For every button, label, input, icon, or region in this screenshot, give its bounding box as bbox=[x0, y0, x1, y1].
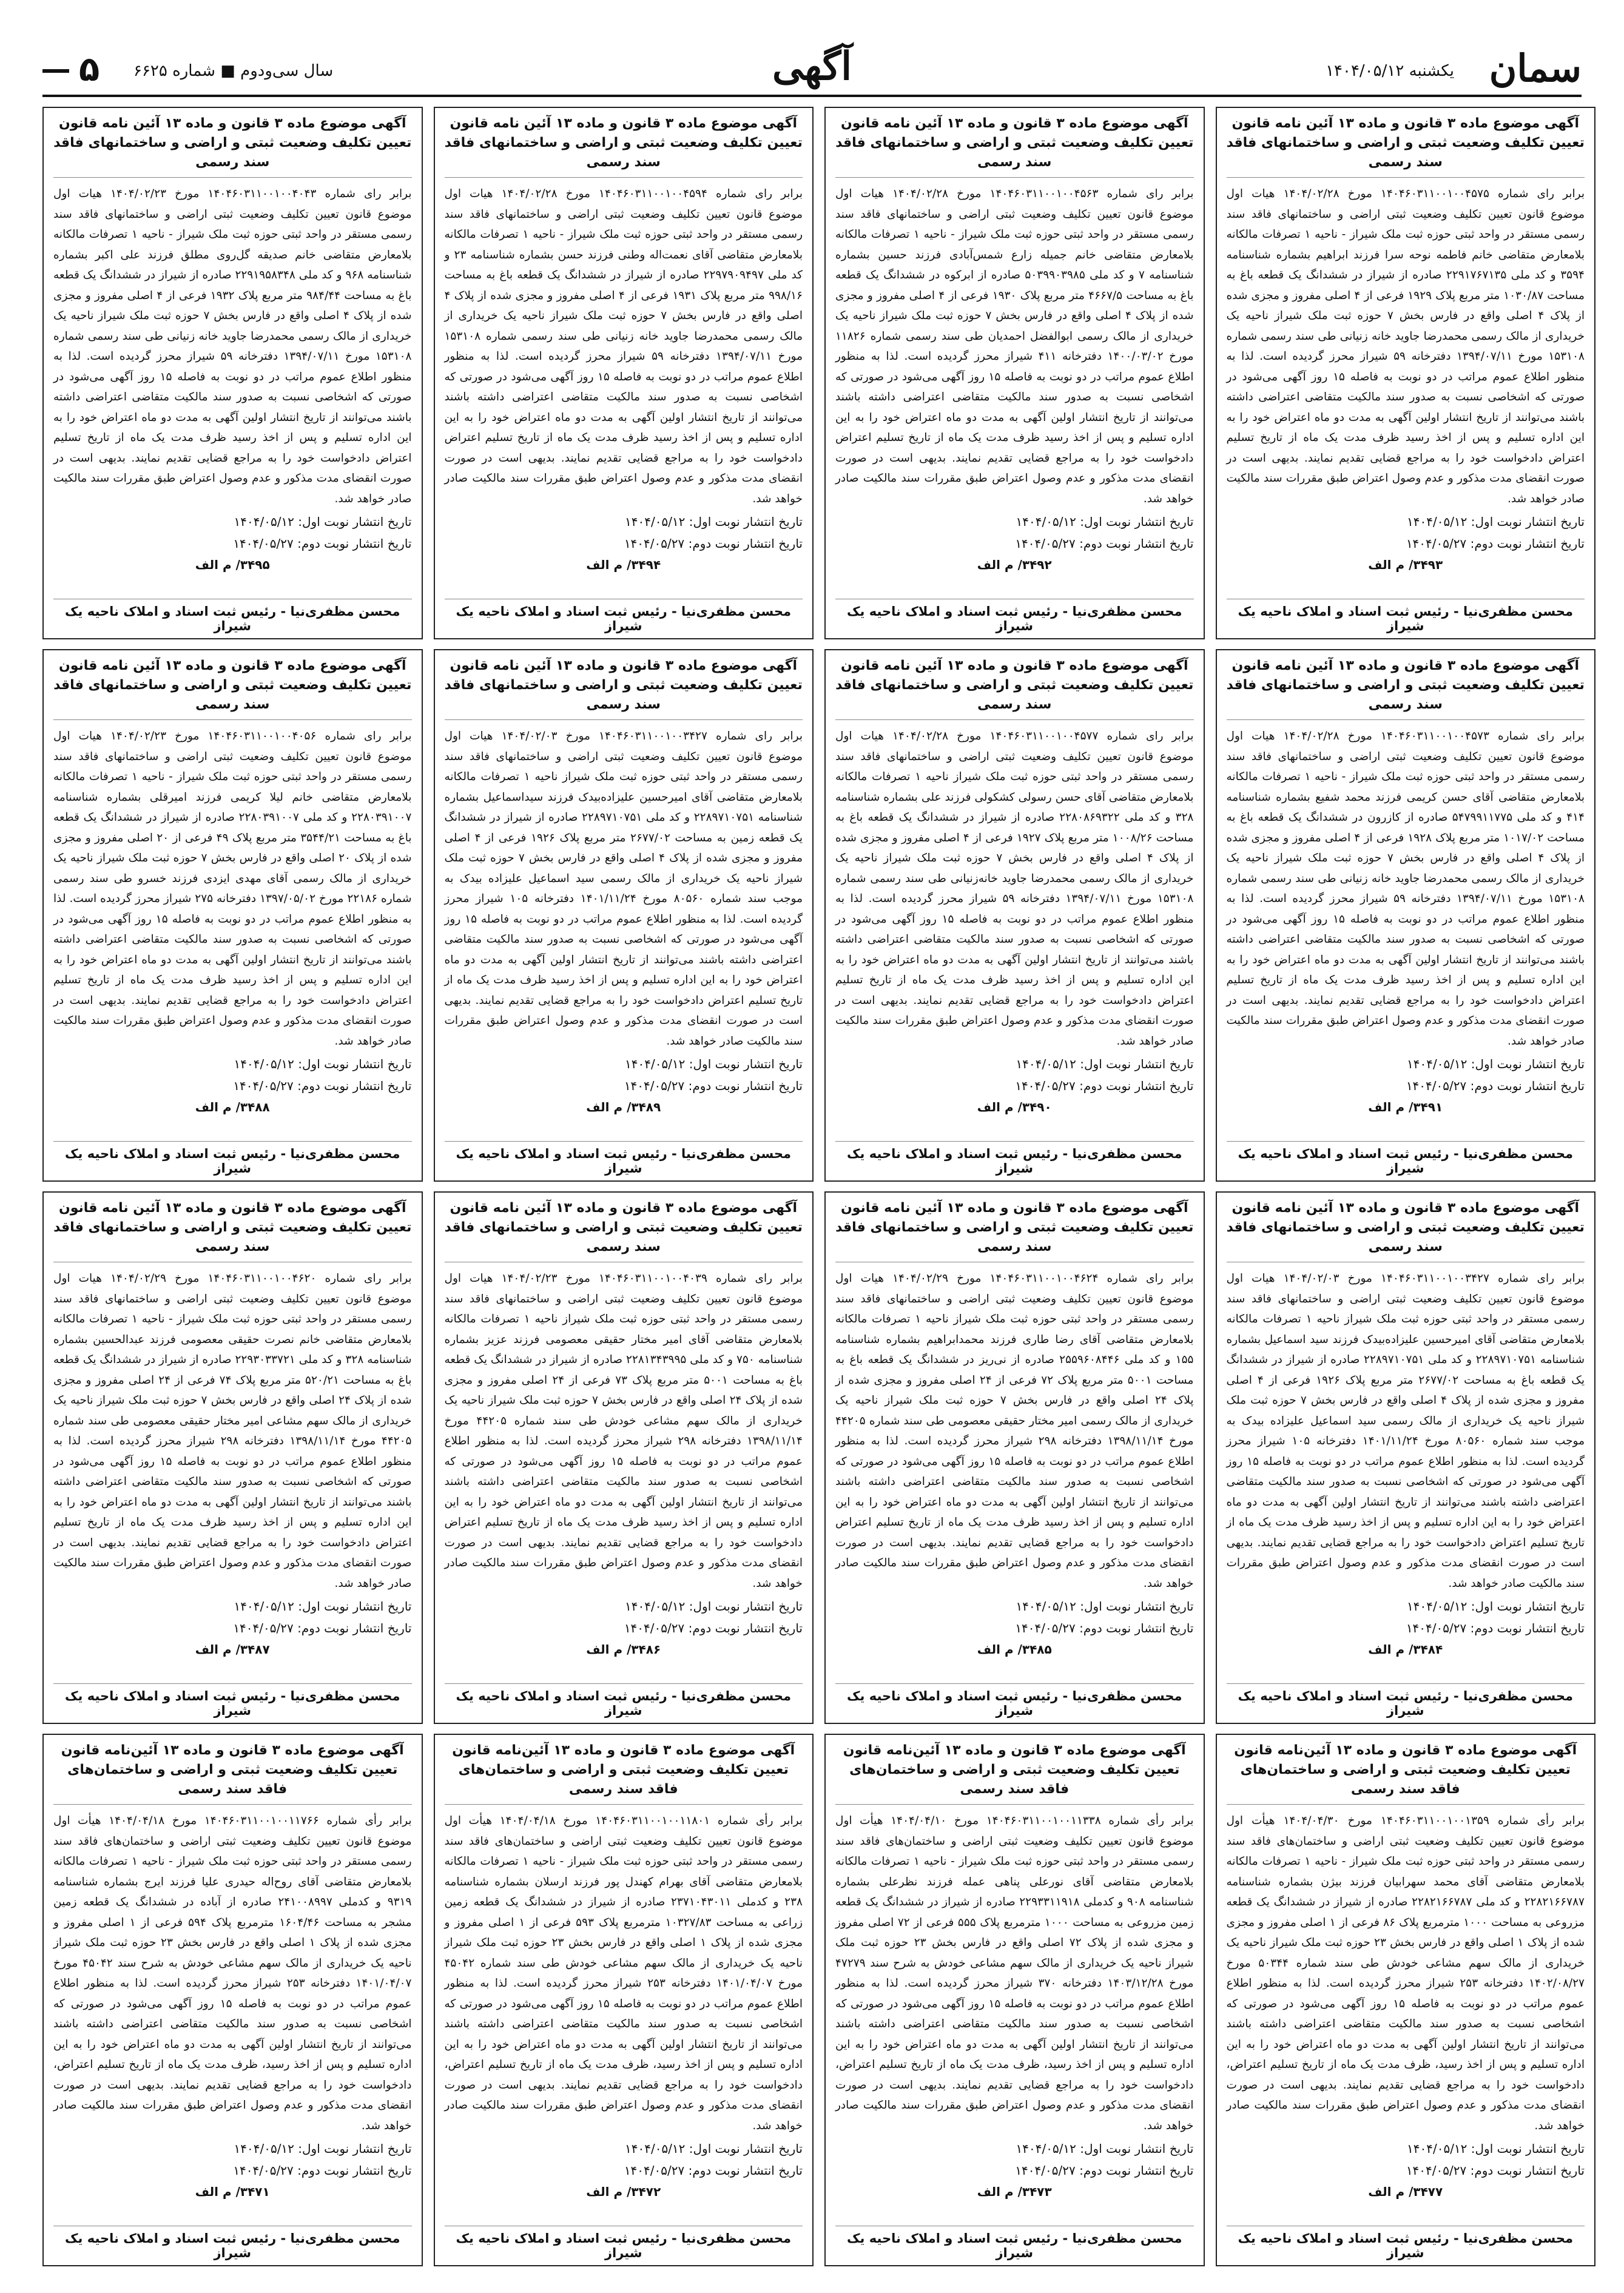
ad-title: آگهی موضوع ماده ۳ قانون و ماده ۱۳ آئین نامه قانون تعیین تکلیف وضعیت ثبتی و اراضی و ساختمانهای فاقد سند رسمی bbox=[1227, 656, 1585, 720]
ad-signature: محسن مظفری‌نیا - رئیس ثبت اسناد و املاک ناحیه یک شیراز bbox=[445, 1141, 803, 1176]
ad-publish-date-2: تاریخ انتشار نوبت دوم: ۱۴۰۴/۰۵/۲۷ bbox=[1406, 2163, 1585, 2178]
ad-body: برابر رای شماره ۱۴۰۴۶۰۳۱۱۰۰۱۰۰۴۶۲۰ مورخ ۱۴۰۴/۰۲/۲۹ هیات اول موضوع قانون تعیین تکلیف وضعیت ثبتی اراضی و ساختمانهای فاقد سند رسمی مستقر در واحد ثبتی حوزه ثبت ملک شیراز - ناحیه ۱ تصرفات مالکانه بلامعارض متقاضی خانم نصرت حقیقی معصومی فرزند عبدالحسین بشماره شناسنامه ۳۲۸ و کد ملی ۲۲۹۳۰۳۳۷۲۱ صادره از شیراز در ششدانگ یک قطعه باغ به مساحت ۵۲۰/۲۱ متر مربع پلاک ۷۴ فرعی از ۲۴ اصلی مفروز و مجزی شده از پلاک ۲۴ اصلی واقع در فارس بخش ۷ حوزه ثبت ملک شیراز ناحیه یک خریداری از مالک سهم مشاعی امیر مختار حقیقی معصومی طی سند شماره ۴۴۲۰۵ مورخ ۱۳۹۸/۱۱/۱۴ دفترخانه ۲۹۸ شیراز محرز گردیده است. لذا به منظور اطلاع عموم مراتب در دو نوبت به فاصله ۱۵ روز آگهی می‌شود در صورتی که اشخاصی نسبت به صدور سند مالکیت متقاضی اعتراضی داشته باشند می‌توانند از تاریخ انتشار اولین آگهی به مدت دو ماه اعتراض خود را به این اداره تسلیم و پس از اخذ رسید ظرف مدت یک ماه از تاریخ تسلیم اعتراض دادخواست خود را به مراجع قضایی تقدیم نمایند. بدیهی است در صورت انقضای مدت مذکور و عدم وصول اعتراض طبق مقررات سند مالکیت صادر خواهد شد. bbox=[53, 1272, 412, 1590]
ad-title: آگهی موضوع ماده ۳ قانون و ماده ۱۳ آئین نامه قانون تعیین تکلیف وضعیت ثبتی و اراضی و ساختمانهای فاقد سند رسمی bbox=[53, 1199, 412, 1262]
ad-signature: محسن مظفری‌نیا - رئیس ثبت اسناد و املاک ناحیه یک شیراز bbox=[53, 2226, 412, 2260]
ad-title: آگهی موضوع ماده ۳ قانون و ماده ۱۳ آئین نامه قانون تعیین تکلیف وضعیت ثبتی و اراضی و ساختمانهای فاقد سند رسمی bbox=[835, 114, 1194, 178]
ad-publish-date-1: تاریخ انتشار نوبت اول: ۱۴۰۴/۰۵/۱۲ bbox=[1016, 1057, 1194, 1071]
ad-title: آگهی موضوع ماده ۳ قانون و ماده ۱۳ آئین‌نامه قانون تعیین تکلیف وضعیت ثبتی و اراضی و ساختمان‌های فاقد سند رسمی bbox=[835, 1741, 1194, 1805]
ad-title: آگهی موضوع ماده ۳ قانون و ماده ۱۳ آئین نامه قانون تعیین تکلیف وضعیت ثبتی و اراضی و ساختمانهای فاقد سند رسمی bbox=[445, 1199, 803, 1262]
ad-publish-date-2: تاریخ انتشار نوبت دوم: ۱۴۰۴/۰۵/۲۷ bbox=[233, 2163, 412, 2178]
ad-publish-date-2: تاریخ انتشار نوبت دوم: ۱۴۰۴/۰۵/۲۷ bbox=[1406, 1621, 1585, 1635]
ad-publish-date-2: تاریخ انتشار نوبت دوم: ۱۴۰۴/۰۵/۲۷ bbox=[233, 1079, 412, 1093]
ad-body: برابر رای شماره ۱۴۰۴۶۰۳۱۱۰۰۱۰۰۴۵۷۷ مورخ ۱۴۰۴/۰۲/۲۸ هیات اول موضوع قانون تعیین تکلیف وضعیت ثبتی اراضی و ساختمانهای فاقد سند رسمی مستقر در واحد ثبتی حوزه ثبت ملک شیراز ناحیه ۱ تصرفات مالکانه بلامعارض متقاضی آقای حسن رسولی کشکولی فرزند علی بشماره شناسنامه ۳۲۸ و کد ملی ۲۲۸۰۸۶۹۳۲۲ صادره از شیراز در ششدانگ یک قطعه باغ به مساحت ۱۰۰۸/۲۶ متر مربع پلاک ۱۹۲۷ فرعی از ۴ اصلی مفروز و مجزی شده از پلاک ۴ اصلی واقع در فارس بخش ۷ حوزه ثبت ملک شیراز ناحیه یک خریداری از مالک رسمی محمدرضا جاوید خانه‌زنیانی طی سند رسمی شماره ۱۵۳۱۰۸ مورخ ۱۳۹۴/۰۷/۱۱ دفترخانه ۵۹ شیراز محرز گردیده است. لذا به منظور اطلاع عموم مراتب در دو نوبت به فاصله ۱۵ روز آگهی می‌شود در صورتی که اشخاصی نسبت به صدور سند مالکیت متقاضی اعتراضی داشته باشند می‌توانند از تاریخ انتشار اولین آگهی به مدت دو ماه اعتراض خود را به این اداره تسلیم و پس از اخذ رسید ظرف مدت یک ماه از تاریخ تسلیم اعتراض دادخواست خود را به مراجع قضایی تقدیم نمایند. بدیهی است در صورت انقضای مدت مذکور و عدم وصول اعتراض طبق مقررات سند مالکیت صادر خواهد شد. bbox=[835, 730, 1194, 1048]
ad-publish-date-1: تاریخ انتشار نوبت اول: ۱۴۰۴/۰۵/۱۲ bbox=[1407, 1057, 1585, 1071]
ad-publish-date-1: تاریخ انتشار نوبت اول: ۱۴۰۴/۰۵/۱۲ bbox=[1016, 514, 1194, 529]
ad-signature: محسن مظفری‌نیا - رئیس ثبت اسناد و املاک ناحیه یک شیراز bbox=[445, 1683, 803, 1718]
ad-title: آگهی موضوع ماده ۳ قانون و ماده ۱۳ آئین نامه قانون تعیین تکلیف وضعیت ثبتی و اراضی و ساختمانهای فاقد سند رسمی bbox=[53, 656, 412, 720]
ad-publish-date-2: تاریخ انتشار نوبت دوم: ۱۴۰۴/۰۵/۲۷ bbox=[233, 1621, 412, 1635]
ad-signature: محسن مظفری‌نیا - رئیس ثبت اسناد و املاک ناحیه یک شیراز bbox=[53, 599, 412, 633]
ad-box bbox=[824, 649, 1205, 1182]
ad-code: ۳۴۹۰/ م الف bbox=[977, 1100, 1052, 1114]
ad-publish-date-2: تاریخ انتشار نوبت دوم: ۱۴۰۴/۰۵/۲۷ bbox=[1015, 2163, 1194, 2178]
ad-code: ۳۴۷۳/ م الف bbox=[977, 2184, 1052, 2199]
ad-code: ۳۴۷۲/ م الف bbox=[586, 2184, 661, 2199]
ad-box bbox=[434, 1191, 814, 1724]
ad-code: ۳۴۸۶/ م الف bbox=[586, 1642, 661, 1657]
page-number-rule bbox=[42, 69, 69, 73]
ad-box bbox=[824, 107, 1205, 639]
ad-code: ۳۴۹۲/ م الف bbox=[977, 557, 1052, 572]
newspaper-logo: سمان bbox=[1489, 46, 1582, 90]
ad-code: ۳۴۹۵/ م الف bbox=[195, 557, 270, 572]
ad-body: برابر رای شماره ۱۴۰۴۶۰۳۱۱۰۰۱۰۰۳۴۲۷ مورخ ۱۴۰۴/۰۲/۰۳ هیات اول موضوع قانون تعیین تکلیف وضعیت ثبتی اراضی و ساختمانهای فاقد سند رسمی مستقر در واحد ثبتی حوزه ثبت ملک شیراز ناحیه ۱ تصرفات مالکانه بلامعارض متقاضی آقای امیرحسین علیزاده‌بیدک فرزند سیداسماعیل بشماره شناسنامه ۲۲۸۹۷۱۰۷۵۱ و کد ملی ۲۲۸۹۷۱۰۷۵۱ صادره از شیراز در ششدانگ یک قطعه زمین به مساحت ۲۶۷۷/۰۲ متر مربع پلاک ۱۹۲۶ فرعی از ۴ اصلی مفروز و مجزی شده از پلاک ۴ اصلی واقع در فارس بخش ۷ حوزه ثبت ملک شیراز ناحیه یک خریداری از مالک رسمی سید اسماعیل علیزاده بیدک به موجب سند شماره ۸۰۵۶۰ مورخ ۱۴۰۱/۱۱/۲۴ دفترخانه ۱۰۵ شیراز محرز گردیده است. لذا به منظور اطلاع عموم مراتب در دو نوبت به فاصله ۱۵ روز آگهی می‌شود در صورتی که اشخاصی نسبت به صدور سند مالکیت متقاضی اعتراضی داشته باشند می‌توانند از تاریخ انتشار اولین آگهی به مدت دو ماه اعتراض خود را به این اداره تسلیم و پس از اخذ رسید ظرف مدت یک ماه از تاریخ تسلیم اعتراض دادخواست خود را به مراجع قضایی تقدیم نمایند. بدیهی است در صورت انقضای مدت مذکور و عدم وصول اعتراض طبق مقررات سند مالکیت صادر خواهد شد. bbox=[444, 730, 803, 1048]
ad-body: برابر رای شماره ۱۴۰۴۶۰۳۱۱۰۰۱۰۰۴۰۵۶ مورخ ۱۴۰۴/۰۲/۲۳ هیات اول موضوع قانون تعیین تکلیف وضعیت ثبتی اراضی و ساختمانهای فاقد سند رسمی مستقر در واحد ثبتی حوزه ثبت ملک شیراز - ناحیه ۱ تصرفات مالکانه بلامعارض متقاضی خانم لیلا کریمی فرزند امیرقلی بشماره شناسنامه ۲۲۸۰۳۹۱۰۰۷ و کد ملی ۲۲۸۰۳۹۱۰۰۷ صادره از شیراز در ششدانگ یک قطعه باغ به مساحت ۳۵۴۴/۲۱ متر مربع پلاک ۴۹ فرعی از ۲۰ اصلی مفروز و مجزی شده از پلاک ۲۰ اصلی واقع در فارس بخش ۷ حوزه ثبت ملک شیراز ناحیه یک خریداری از مالک رسمی آقای مهدی ایزدی فرزند خسرو طی سند رسمی شماره ۲۲۱۸۶ مورخ ۱۳۹۷/۰۵/۰۲ دفترخانه ۲۷۵ شیراز محرز گردیده است. لذا به منظور اطلاع عموم مراتب در دو نوبت به فاصله ۱۵ روز آگهی می‌شود در صورتی که اشخاصی نسبت به صدور سند مالکیت متقاضی اعتراضی داشته باشند می‌توانند از تاریخ انتشار اولین آگهی به مدت دو ماه اعتراض خود را به این اداره تسلیم و پس از اخذ رسید ظرف مدت یک ماه از تاریخ تسلیم اعتراض دادخواست خود را به مراجع قضایی تقدیم نمایند. بدیهی است در صورت انقضای مدت مذکور و عدم وصول اعتراض طبق مقررات سند مالکیت صادر خواهد شد. bbox=[53, 730, 412, 1048]
ad-box bbox=[42, 107, 423, 639]
ad-code: ۳۴۹۱/ م الف bbox=[1368, 1100, 1443, 1114]
ad-publish-date-1: تاریخ انتشار نوبت اول: ۱۴۰۴/۰۵/۱۲ bbox=[234, 1057, 412, 1071]
ad-publish-date-2: تاریخ انتشار نوبت دوم: ۱۴۰۴/۰۵/۲۷ bbox=[624, 1079, 803, 1093]
ad-box bbox=[1216, 1734, 1596, 2266]
ad-signature: محسن مظفری‌نیا - رئیس ثبت اسناد و املاک ناحیه یک شیراز bbox=[835, 599, 1194, 633]
ad-box bbox=[42, 649, 423, 1182]
ad-publish-date-2: تاریخ انتشار نوبت دوم: ۱۴۰۴/۰۵/۲۷ bbox=[1015, 536, 1194, 551]
ad-signature: محسن مظفری‌نیا - رئیس ثبت اسناد و املاک ناحیه یک شیراز bbox=[53, 1683, 412, 1718]
ad-title: آگهی موضوع ماده ۳ قانون و ماده ۱۳ آئین نامه قانون تعیین تکلیف وضعیت ثبتی و اراضی و ساختمانهای فاقد سند رسمی bbox=[835, 1199, 1194, 1262]
ad-body: برابر رای شماره ۱۴۰۴۶۰۳۱۱۰۰۱۰۰۳۴۲۷ مورخ ۱۴۰۴/۰۲/۰۳ هیات اول موضوع قانون تعیین تکلیف وضعیت ثبتی اراضی و ساختمانهای فاقد سند رسمی مستقر در واحد ثبتی حوزه ثبت ملک شیراز ناحیه ۱ تصرفات مالکانه بلامعارض متقاضی آقای امیرحسین علیزاده‌بیدک فرزند سید اسماعیل بشماره شناسنامه ۲۲۸۹۷۱۰۷۵۱ و کد ملی ۲۲۸۹۷۱۰۷۵۱ صادره از شیراز در ششدانگ یک قطعه باغ به مساحت ۲۶۷۷/۰۲ متر مربع پلاک ۱۹۲۶ فرعی از ۴ اصلی مفروز و مجزی شده از پلاک ۴ اصلی واقع در فارس بخش ۷ حوزه ثبت ملک شیراز ناحیه یک خریداری از مالک رسمی سید اسماعیل علیزاده بیدک به موجب سند شماره ۸۰۵۶۰ مورخ ۱۴۰۱/۱۱/۲۴ دفترخانه ۱۰۵ شیراز محرز گردیده است. لذا به منظور اطلاع عموم مراتب در دو نوبت به فاصله ۱۵ روز آگهی می‌شود در صورتی که اشخاصی نسبت به صدور سند مالکیت متقاضی اعتراضی داشته باشند می‌توانند از تاریخ انتشار اولین آگهی به مدت دو ماه اعتراض خود را به این اداره تسلیم و پس از اخذ رسید ظرف مدت یک ماه از تاریخ تسلیم اعتراض دادخواست خود را به مراجع قضایی تقدیم نمایند. بدیهی است در صورت انقضای مدت مذکور و عدم وصول اعتراض طبق مقررات سند مالکیت صادر خواهد شد. bbox=[1226, 1272, 1585, 1590]
header-rule bbox=[42, 95, 1582, 97]
page-number: ۵ bbox=[79, 50, 100, 89]
ad-signature: محسن مظفری‌نیا - رئیس ثبت اسناد و املاک ناحیه یک شیراز bbox=[445, 2226, 803, 2260]
ad-signature: محسن مظفری‌نیا - رئیس ثبت اسناد و املاک ناحیه یک شیراز bbox=[445, 599, 803, 633]
ad-body: برابر رأی شماره ۱۴۰۴۶۰۳۱۱۰۰۱۰۰۱۱۷۶۶ مورخ ۱۴۰۴/۰۴/۱۸ هیأت اول موضوع قانون تعیین تکلیف وضعیت ثبتی اراضی و ساختمان‌های فاقد سند رسمی مستقر در واحد ثبتی حوزه ثبت ملک شیراز - ناحیه ۱ تصرفات مالکانه بلامعارض متقاضی آقای روح‌اله حیدری علیا فرزند ایرج بشماره شناسنامه ۹۳۱۹ و کدملی ۲۴۱۰۰۸۹۹۷ صادره از آباده در ششدانگ یک قطعه زمین مشجر به مساحت ۱۶۰۴/۴۶ مترمربع پلاک ۵۹۴ فرعی از ۱ اصلی مفروز و مجزی شده از پلاک ۱ اصلی واقع در فارس بخش ۲۳ حوزه ثبت ملک شیراز ناحیه یک خریداری از مالک سهم مشاعی خودش به شرح سند ۴۵۰۴۲ مورخ ۱۴۰۱/۰۴/۰۷ دفترخانه ۲۵۳ شیراز محرز گردیده است. لذا به منظور اطلاع عموم مراتب در دو نوبت به فاصله ۱۵ روز آگهی می‌شود در صورتی که اشخاصی نسبت به صدور سند مالکیت متقاضی اعتراضی داشته باشند می‌توانند از تاریخ انتشار اولین آگهی به مدت دو ماه اعتراض خود را به این اداره تسلیم و پس از اخذ رسید، ظرف مدت یک ماه از تاریخ تسلیم اعتراض، دادخواست خود را به مراجع قضایی تقدیم نمایند. بدیهی است در صورت انقضای مدت مذکور و عدم وصول اعتراض طبق مقررات سند مالکیت صادر خواهد شد. bbox=[53, 1814, 412, 2132]
ad-code: ۳۴۸۹/ م الف bbox=[586, 1100, 661, 1114]
ad-box bbox=[434, 107, 814, 639]
ad-publish-date-1: تاریخ انتشار نوبت اول: ۱۴۰۴/۰۵/۱۲ bbox=[625, 1057, 803, 1071]
ad-signature: محسن مظفری‌نیا - رئیس ثبت اسناد و املاک ناحیه یک شیراز bbox=[835, 1683, 1194, 1718]
ad-body: برابر رای شماره ۱۴۰۴۶۰۳۱۱۰۰۱۰۰۴۰۴۳ مورخ ۱۴۰۴/۰۲/۲۳ هیات اول موضوع قانون تعیین تکلیف وضعیت ثبتی اراضی و ساختمانهای فاقد سند رسمی مستقر در واحد ثبتی حوزه ثبت ملک شیراز - ناحیه ۱ تصرفات مالکانه بلامعارض متقاضی خانم صدیقه گل‌روی مطلق فرزند علی اکبر بشماره شناسنامه ۹۶۸ و کد ملی ۲۲۹۱۹۵۸۳۴۸ صادره از شیراز در ششدانگ یک قطعه باغ به مساحت ۹۸۴/۴۴ متر مربع پلاک ۱۹۳۲ فرعی از ۴ اصلی مفروز و مجزی شده از پلاک ۴ اصلی واقع در فارس بخش ۷ حوزه ثبت ملک شیراز ناحیه یک خریداری از مالک رسمی محمدرضا جاوید خانه زنیانی طی سند رسمی شماره ۱۵۳۱۰۸ مورخ ۱۳۹۴/۰۷/۱۱ دفترخانه ۵۹ شیراز محرز گردیده است. لذا به منظور اطلاع عموم مراتب در دو نوبت به فاصله ۱۵ روز آگهی می‌شود در صورتی که اشخاصی نسبت به صدور سند مالکیت متقاضی اعتراضی داشته باشند می‌توانند از تاریخ انتشار اولین آگهی به مدت دو ماه اعتراض خود را به این اداره تسلیم و پس از اخذ رسید ظرف مدت یک ماه از تاریخ تسلیم اعتراض دادخواست خود را به مراجع قضایی تقدیم نمایند. بدیهی است در صورت انقضای مدت مذکور و عدم وصول اعتراض طبق مقررات سند مالکیت صادر خواهد شد. bbox=[53, 187, 412, 505]
ad-publish-date-1: تاریخ انتشار نوبت اول: ۱۴۰۴/۰۵/۱۲ bbox=[1407, 1599, 1585, 1614]
ad-signature: محسن مظفری‌نیا - رئیس ثبت اسناد و املاک ناحیه یک شیراز bbox=[835, 1141, 1194, 1176]
ad-publish-date-1: تاریخ انتشار نوبت اول: ۱۴۰۴/۰۵/۱۲ bbox=[1407, 514, 1585, 529]
ad-code: ۳۴۷۷/ م الف bbox=[1368, 2184, 1443, 2199]
ad-signature: محسن مظفری‌نیا - رئیس ثبت اسناد و املاک ناحیه یک شیراز bbox=[1227, 1141, 1585, 1176]
ad-title: آگهی موضوع ماده ۳ قانون و ماده ۱۳ آئین نامه قانون تعیین تکلیف وضعیت ثبتی و اراضی و ساختمانهای فاقد سند رسمی bbox=[445, 656, 803, 720]
ad-code: ۳۴۹۳/ م الف bbox=[1368, 557, 1443, 572]
ad-body: برابر رای شماره ۱۴۰۴۶۰۳۱۱۰۰۱۰۰۴۵۷۵ مورخ ۱۴۰۴/۰۲/۲۸ هیات اول موضوع قانون تعیین تکلیف وضعیت ثبتی اراضی و ساختمانهای فاقد سند رسمی مستقر در واحد ثبتی حوزه ثبت ملک شیراز - ناحیه ۱ تصرفات مالکانه بلامعارض متقاضی خانم فاطمه نوحه سرا فرزند ابراهیم بشماره شناسنامه ۳۵۹۴ و کد ملی ۲۲۹۱۷۶۷۱۳۵ صادره از شیراز در ششدانگ یک قطعه باغ به مساحت ۱۰۳۰/۸۷ متر مربع پلاک ۱۹۲۹ فرعی از ۴ اصلی مفروز و مجزی شده از پلاک ۴ اصلی واقع در فارس بخش ۷ حوزه ثبت ملک شیراز ناحیه یک خریداری از مالک رسمی محمدرضا جاوید خانه زنیانی طی سند رسمی شماره ۱۵۳۱۰۸ مورخ ۱۳۹۴/۰۷/۱۱ دفترخانه ۵۹ شیراز محرز گردیده است. لذا به منظور اطلاع عموم مراتب در دو نوبت به فاصله ۱۵ روز آگهی می‌شود در صورتی که اشخاصی نسبت به صدور سند مالکیت متقاضی اعتراضی داشته باشند می‌توانند از تاریخ انتشار اولین آگهی به مدت دو ماه اعتراض خود را به این اداره تسلیم و پس از اخذ رسید ظرف مدت یک ماه از تاریخ تسلیم اعتراض دادخواست خود را به مراجع قضایی تقدیم نمایند. بدیهی است در صورت انقضای مدت مذکور و عدم وصول اعتراض طبق مقررات سند مالکیت صادر خواهد شد. bbox=[1226, 187, 1585, 505]
ad-title: آگهی موضوع ماده ۳ قانون و ماده ۱۳ آئین‌نامه قانون تعیین تکلیف وضعیت ثبتی و اراضی و ساختمان‌های فاقد سند رسمی bbox=[1227, 1741, 1585, 1805]
ad-publish-date-2: تاریخ انتشار نوبت دوم: ۱۴۰۴/۰۵/۲۷ bbox=[624, 2163, 803, 2178]
ad-publish-date-2: تاریخ انتشار نوبت دوم: ۱۴۰۴/۰۵/۲۷ bbox=[233, 536, 412, 551]
ad-body: برابر رأی شماره ۱۴۰۴۶۰۳۱۱۰۰۱۰۰۱۱۳۳۸ مورخ ۱۴۰۴/۰۴/۱۰ هیأت اول موضوع قانون تعیین تکلیف وضعیت ثبتی اراضی و ساختمان‌های فاقد سند رسمی مستقر در واحد ثبتی حوزه ثبت ملک شیراز - ناحیه ۱ تصرفات مالکانه بلامعارض متقاضی آقای نورعلی پناهی عمله فرزند نظرعلی بشماره شناسنامه ۹۰۸ و کدملی ۲۲۹۳۳۱۱۹۱۸ صادره از شیراز در ششدانگ یک قطعه زمین مزروعی به مساحت ۱۰۰۰ مترمربع پلاک ۵۵۵ فرعی از ۷۲ اصلی مفروز و مجزی شده از پلاک ۷۲ اصلی واقع در فارس بخش ۲۳ حوزه ثبت ملک شیراز ناحیه یک خریداری از مالک سهم مشاعی خودش به شرح سند ۴۷۲۷۹ مورخ ۱۴۰۳/۱۲/۲۸ دفترخانه ۳۷۰ شیراز محرز گردیده است. لذا به منظور اطلاع عموم مراتب در دو نوبت به فاصله ۱۵ روز آگهی می‌شود در صورتی که اشخاصی نسبت به صدور سند مالکیت متقاضی اعتراضی داشته باشند می‌توانند از تاریخ انتشار اولین آگهی به مدت دو ماه اعتراض خود را به این اداره تسلیم و پس از اخذ رسید، ظرف مدت یک ماه از تاریخ تسلیم اعتراض، دادخواست خود را به مراجع قضایی تقدیم نمایند. بدیهی است در صورت انقضای مدت مذکور و عدم وصول اعتراض طبق مقررات سند مالکیت صادر خواهد شد. bbox=[835, 1814, 1194, 2132]
ad-publish-date-1: تاریخ انتشار نوبت اول: ۱۴۰۴/۰۵/۱۲ bbox=[625, 1599, 803, 1614]
ad-body: برابر رای شماره ۱۴۰۴۶۰۳۱۱۰۰۱۰۰۴۰۳۹ مورخ ۱۴۰۴/۰۲/۲۳ هیات اول موضوع قانون تعیین تکلیف وضعیت ثبتی اراضی و ساختمانهای فاقد سند رسمی مستقر در واحد ثبتی حوزه ثبت ملک شیراز ناحیه ۱ تصرفات مالکانه بلامعارض متقاضی آقای امیر مختار حقیقی معصومی فرزند عزیز بشماره شناسنامه ۷۵۰ و کد ملی ۲۲۸۱۳۴۳۹۹۵ صادره از شیراز در ششدانگ یک قطعه باغ به مساحت ۵۰۰۱ متر مربع پلاک ۷۳ فرعی از ۲۴ اصلی مفروز و مجزی شده از پلاک ۲۴ اصلی واقع در فارس بخش ۷ حوزه ثبت ملک شیراز ناحیه یک خریداری از مالک سهم مشاعی خودش طی سند شماره ۴۴۲۰۵ مورخ ۱۳۹۸/۱۱/۱۴ دفترخانه ۲۹۸ شیراز محرز گردیده است. لذا به منظور اطلاع عموم مراتب در دو نوبت به فاصله ۱۵ روز آگهی می‌شود در صورتی که اشخاصی نسبت به صدور سند مالکیت متقاضی اعتراضی داشته باشند می‌توانند از تاریخ انتشار اولین آگهی به مدت دو ماه اعتراض خود را به این اداره تسلیم و پس از اخذ رسید ظرف مدت یک ماه از تاریخ تسلیم اعتراض دادخواست خود را به مراجع قضایی تقدیم نمایند. بدیهی است در صورت انقضای مدت مذکور و عدم وصول اعتراض طبق مقررات سند مالکیت صادر خواهد شد. bbox=[444, 1272, 803, 1590]
section-title: آگهی bbox=[772, 44, 852, 89]
ad-body: برابر رای شماره ۱۴۰۴۶۰۳۱۱۰۰۱۰۰۴۵۶۳ مورخ ۱۴۰۴/۰۲/۲۸ هیات اول موضوع قانون تعیین تکلیف وضعیت ثبتی اراضی و ساختمانهای فاقد سند رسمی مستقر در واحد ثبتی حوزه ثبت ملک شیراز - ناحیه ۱ تصرفات مالکانه بلامعارض متقاضی خانم جمیله زارع شمس‌آبادی فرزند حسین بشماره شناسنامه ۷ و کد ملی ۵۰۳۹۹۰۳۹۸۵ صادره از ابرکوه در ششدانگ یک قطعه باغ به مساحت ۴۶۶۷/۵ متر مربع پلاک ۱۹۳۰ فرعی از ۴ اصلی مفروز و مجزی شده از پلاک ۴ اصلی واقع در فارس بخش ۷ حوزه ثبت ملک شیراز ناحیه یک خریداری از مالک رسمی ابوالفضل احمدیان طی سند رسمی شماره ۱۱۸۲۶ مورخ ۱۴۰۰/۰۳/۰۲ دفترخانه ۴۱۱ شیراز محرز گردیده است. لذا به منظور اطلاع عموم مراتب در دو نوبت به فاصله ۱۵ روز آگهی می‌شود در صورتی که اشخاصی نسبت به صدور سند مالکیت متقاضی اعتراضی داشته باشند می‌توانند از تاریخ انتشار اولین آگهی به مدت دو ماه اعتراض خود را به این اداره تسلیم و پس از اخذ رسید ظرف مدت یک ماه از تاریخ تسلیم اعتراض دادخواست خود را به مراجع قضایی تقدیم نمایند. بدیهی است در صورت انقضای مدت مذکور و عدم وصول اعتراض طبق مقررات سند مالکیت صادر خواهد شد. bbox=[835, 187, 1194, 505]
ad-code: ۳۴۸۵/ م الف bbox=[977, 1642, 1052, 1657]
ad-body: برابر رای شماره ۱۴۰۴۶۰۳۱۱۰۰۱۰۰۴۵۷۳ مورخ ۱۴۰۴/۰۲/۲۸ هیات اول موضوع قانون تعیین تکلیف وضعیت ثبتی اراضی و ساختمانهای فاقد سند رسمی مستقر در واحد ثبتی حوزه ثبت ملک شیراز - ناحیه ۱ تصرفات مالکانه بلامعارض متقاضی آقای حسن کریمی فرزند محمد شفیع بشماره شناسنامه ۴۱۴ و کد ملی ۵۴۷۹۹۱۱۷۷۵ صادره از کازرون در ششدانگ یک قطعه باغ به مساحت ۱۰۱۷/۰۲ متر مربع پلاک ۱۹۲۸ فرعی از ۴ اصلی مفروز و مجزی شده از پلاک ۴ اصلی واقع در فارس بخش ۷ حوزه ثبت ملک شیراز ناحیه یک خریداری از مالک رسمی محمدرضا جاوید خانه زنیانی طی سند رسمی شماره ۱۵۳۱۰۸ مورخ ۱۳۹۴/۰۷/۱۱ دفترخانه ۵۹ شیراز محرز گردیده است. لذا به منظور اطلاع عموم مراتب در دو نوبت به فاصله ۱۵ روز آگهی می‌شود در صورتی که اشخاصی نسبت به صدور سند مالکیت متقاضی اعتراضی داشته باشند می‌توانند از تاریخ انتشار اولین آگهی به مدت دو ماه اعتراض خود را به این اداره تسلیم و پس از اخذ رسید ظرف مدت یک ماه از تاریخ تسلیم اعتراض دادخواست خود را به مراجع قضایی تقدیم نمایند. بدیهی است در صورت انقضای مدت مذکور و عدم وصول اعتراض طبق مقررات سند مالکیت صادر خواهد شد. bbox=[1226, 730, 1585, 1048]
ad-title: آگهی موضوع ماده ۳ قانون و ماده ۱۳ آئین نامه قانون تعیین تکلیف وضعیت ثبتی و اراضی و ساختمانهای فاقد سند رسمی bbox=[1227, 1199, 1585, 1262]
ad-publish-date-2: تاریخ انتشار نوبت دوم: ۱۴۰۴/۰۵/۲۷ bbox=[1015, 1621, 1194, 1635]
ad-publish-date-2: تاریخ انتشار نوبت دوم: ۱۴۰۴/۰۵/۲۷ bbox=[1406, 536, 1585, 551]
ad-box bbox=[1216, 1191, 1596, 1724]
ad-title: آگهی موضوع ماده ۳ قانون و ماده ۱۳ آئین نامه قانون تعیین تکلیف وضعیت ثبتی و اراضی و ساختمانهای فاقد سند رسمی bbox=[53, 114, 412, 178]
ad-title: آگهی موضوع ماده ۳ قانون و ماده ۱۳ آئین نامه قانون تعیین تکلیف وضعیت ثبتی و اراضی و ساختمانهای فاقد سند رسمی bbox=[445, 114, 803, 178]
ad-publish-date-1: تاریخ انتشار نوبت اول: ۱۴۰۴/۰۵/۱۲ bbox=[625, 514, 803, 529]
ad-body: برابر رای شماره ۱۴۰۴۶۰۳۱۱۰۰۱۰۰۴۵۹۴ مورخ ۱۴۰۴/۰۲/۲۸ هیات اول موضوع قانون تعیین تکلیف وضعیت ثبتی اراضی و ساختمانهای فاقد سند رسمی مستقر در واحد ثبتی حوزه ثبت ملک شیراز - ناحیه ۱ تصرفات مالکانه بلامعارض متقاضی آقای نعمت‌اله وطنی فرزند حسن بشماره شناسنامه ۲۳ و کد ملی ۲۲۹۷۹۰۹۴۹۷ صادره از شیراز در ششدانگ یک قطعه باغ به مساحت ۹۹۸/۱۶ متر مربع پلاک ۱۹۳۱ فرعی از ۴ اصلی مفروز و مجزی شده از پلاک ۴ اصلی واقع در فارس بخش ۷ حوزه ثبت ملک شیراز ناحیه یک خریداری از مالک رسمی محمدرضا جاوید خانه زنیانی طی سند رسمی شماره ۱۵۳۱۰۸ مورخ ۱۳۹۴/۰۷/۱۱ دفترخانه ۵۹ شیراز محرز گردیده است. لذا به منظور اطلاع عموم مراتب در دو نوبت به فاصله ۱۵ روز آگهی می‌شود در صورتی که اشخاصی نسبت به صدور سند مالکیت متقاضی اعتراضی داشته باشند می‌توانند از تاریخ انتشار اولین آگهی به مدت دو ماه اعتراض خود را به این اداره تسلیم و پس از اخذ رسید ظرف مدت یک ماه از تاریخ تسلیم اعتراض دادخواست خود را به مراجع قضایی تقدیم نمایند. بدیهی است در صورت انقضای مدت مذکور و عدم وصول اعتراض طبق مقررات سند مالکیت صادر خواهد شد. bbox=[444, 187, 803, 505]
ad-publish-date-1: تاریخ انتشار نوبت اول: ۱۴۰۴/۰۵/۱۲ bbox=[234, 514, 412, 529]
ad-signature: محسن مظفری‌نیا - رئیس ثبت اسناد و املاک ناحیه یک شیراز bbox=[1227, 599, 1585, 633]
ad-publish-date-1: تاریخ انتشار نوبت اول: ۱۴۰۴/۰۵/۱۲ bbox=[1016, 2141, 1194, 2156]
ad-publish-date-2: تاریخ انتشار نوبت دوم: ۱۴۰۴/۰۵/۲۷ bbox=[1015, 1079, 1194, 1093]
ad-signature: محسن مظفری‌نیا - رئیس ثبت اسناد و املاک ناحیه یک شیراز bbox=[835, 2226, 1194, 2260]
ad-box bbox=[1216, 649, 1596, 1182]
page-header bbox=[42, 42, 1582, 97]
ad-publish-date-2: تاریخ انتشار نوبت دوم: ۱۴۰۴/۰۵/۲۷ bbox=[624, 536, 803, 551]
ad-signature: محسن مظفری‌نیا - رئیس ثبت اسناد و املاک ناحیه یک شیراز bbox=[1227, 2226, 1585, 2260]
ad-code: ۳۴۸۸/ م الف bbox=[195, 1100, 270, 1114]
ad-publish-date-1: تاریخ انتشار نوبت اول: ۱۴۰۴/۰۵/۱۲ bbox=[625, 2141, 803, 2156]
ads-grid bbox=[42, 107, 1595, 2266]
ad-box bbox=[42, 1191, 423, 1724]
ad-publish-date-2: تاریخ انتشار نوبت دوم: ۱۴۰۴/۰۵/۲۷ bbox=[1406, 1079, 1585, 1093]
ad-box bbox=[824, 1191, 1205, 1724]
ad-signature: محسن مظفری‌نیا - رئیس ثبت اسناد و املاک ناحیه یک شیراز bbox=[53, 1141, 412, 1176]
issue-date: یکشنبه ۱۴۰۴/۰۵/۱۲ bbox=[1326, 62, 1454, 80]
ad-code: ۳۴۸۷/ م الف bbox=[195, 1642, 270, 1657]
ad-box bbox=[434, 649, 814, 1182]
ad-publish-date-1: تاریخ انتشار نوبت اول: ۱۴۰۴/۰۵/۱۲ bbox=[1016, 1599, 1194, 1614]
ad-signature: محسن مظفری‌نیا - رئیس ثبت اسناد و املاک ناحیه یک شیراز bbox=[1227, 1683, 1585, 1718]
ad-publish-date-1: تاریخ انتشار نوبت اول: ۱۴۰۴/۰۵/۱۲ bbox=[234, 2141, 412, 2156]
ad-code: ۳۴۹۴/ م الف bbox=[586, 557, 661, 572]
ad-code: ۳۴۸۴/ م الف bbox=[1368, 1642, 1443, 1657]
ad-body: برابر رأی شماره ۱۴۰۴۶۰۳۱۱۰۰۱۰۰۱۳۵۹ مورخ ۱۴۰۴/۰۴/۳۰ هیأت اول موضوع قانون تعیین تکلیف وضعیت ثبتی اراضی و ساختمان‌های فاقد سند رسمی مستقر در واحد ثبتی حوزه ثبت ملک شیراز - ناحیه ۱ تصرفات مالکانه بلامعارض متقاضی آقای محمد سهرابیان فرزند بیژن بشماره شناسنامه ۲۲۸۲۱۶۶۷۸۷ و کد ملی ۲۲۸۲۱۶۶۷۸۷ صادره از شیراز در ششدانگ یک قطعه مزروعی به مساحت ۱۰۰۰ مترمربع پلاک ۸۶ فرعی از ۱ اصلی مفروز و مجزی شده از پلاک ۱ اصلی واقع در فارس بخش ۲۳ حوزه ثبت ملک شیراز ناحیه یک خریداری از مالک سهم مشاعی خودش طی سند شماره ۵۰۳۴۴ مورخ ۱۴۰۲/۰۸/۲۷ دفترخانه ۲۵۳ شیراز محرز گردیده است. لذا به منظور اطلاع عموم مراتب در دو نوبت به فاصله ۱۵ روز آگهی می‌شود در صورتی که اشخاصی نسبت به صدور سند مالکیت متقاضی اعتراضی داشته باشند می‌توانند از تاریخ انتشار اولین آگهی به مدت دو ماه اعتراض خود را به این اداره تسلیم و پس از اخذ رسید، ظرف مدت یک ماه از تاریخ تسلیم اعتراض، دادخواست خود را به مراجع قضایی تقدیم نمایند. بدیهی است در صورت انقضای مدت مذکور و عدم وصول اعتراض طبق مقررات سند مالکیت صادر خواهد شد. bbox=[1226, 1814, 1585, 2132]
ad-publish-date-1: تاریخ انتشار نوبت اول: ۱۴۰۴/۰۵/۱۲ bbox=[234, 1599, 412, 1614]
ad-publish-date-2: تاریخ انتشار نوبت دوم: ۱۴۰۴/۰۵/۲۷ bbox=[624, 1621, 803, 1635]
ad-title: آگهی موضوع ماده ۳ قانون و ماده ۱۳ آئین‌نامه قانون تعیین تکلیف وضعیت ثبتی و اراضی و ساختمان‌های فاقد سند رسمی bbox=[53, 1741, 412, 1805]
ad-title: آگهی موضوع ماده ۳ قانون و ماده ۱۳ آئین نامه قانون تعیین تکلیف وضعیت ثبتی و اراضی و ساختمانهای فاقد سند رسمی bbox=[835, 656, 1194, 720]
ad-code: ۳۴۷۱/ م الف bbox=[195, 2184, 270, 2199]
ad-box bbox=[1216, 107, 1596, 639]
ad-title: آگهی موضوع ماده ۳ قانون و ماده ۱۳ آئین‌نامه قانون تعیین تکلیف وضعیت ثبتی و اراضی و ساختمان‌های فاقد سند رسمی bbox=[445, 1741, 803, 1805]
ad-title: آگهی موضوع ماده ۳ قانون و ماده ۱۳ آئین نامه قانون تعیین تکلیف وضعیت ثبتی و اراضی و ساختمانهای فاقد سند رسمی bbox=[1227, 114, 1585, 178]
ad-body: برابر رای شماره ۱۴۰۴۶۰۳۱۱۰۰۱۰۰۴۶۲۴ مورخ ۱۴۰۴/۰۲/۲۹ هیات اول موضوع قانون تعیین تکلیف وضعیت ثبتی اراضی و ساختمانهای فاقد سند رسمی مستقر در واحد ثبتی حوزه ثبت ملک شیراز ناحیه ۱ تصرفات مالکانه بلامعارض متقاضی آقای رضا طاری فرزند محمدابراهیم بشماره شناسنامه ۱۵۵ و کد ملی ۲۵۵۹۶۰۸۴۴۶ صادره از نی‌ریز در ششدانگ یک قطعه باغ به مساحت ۵۰۰۱ متر مربع پلاک ۷۲ فرعی از ۲۴ اصلی مفروز و مجزی شده از پلاک ۲۴ اصلی واقع در فارس بخش ۷ حوزه ثبت ملک شیراز ناحیه یک خریداری از مالک رسمی امیر مختار حقیقی معصومی طی سند شماره ۴۴۲۰۵ مورخ ۱۳۹۸/۱۱/۱۴ دفترخانه ۲۹۸ شیراز محرز گردیده است. لذا به منظور اطلاع عموم مراتب در دو نوبت به فاصله ۱۵ روز آگهی می‌شود در صورتی که اشخاصی نسبت به صدور سند مالکیت متقاضی اعتراضی داشته باشند می‌توانند از تاریخ انتشار اولین آگهی به مدت دو ماه اعتراض خود را به این اداره تسلیم و پس از اخذ رسید ظرف مدت یک ماه از تاریخ تسلیم اعتراض دادخواست خود را به مراجع قضایی تقدیم نمایند. بدیهی است در صورت انقضای مدت مذکور و عدم وصول اعتراض طبق مقررات سند مالکیت صادر خواهد شد. bbox=[835, 1272, 1194, 1590]
ad-publish-date-1: تاریخ انتشار نوبت اول: ۱۴۰۴/۰۵/۱۲ bbox=[1407, 2141, 1585, 2156]
ad-box bbox=[434, 1734, 814, 2266]
issue-number: سال سی‌ودوم ■ شماره ۶۶۲۵ bbox=[133, 62, 334, 80]
ad-body: برابر رأی شماره ۱۴۰۴۶۰۳۱۱۰۰۱۰۰۱۱۸۰۱ مورخ ۱۴۰۴/۰۴/۱۸ هیأت اول موضوع قانون تعیین تکلیف وضعیت ثبتی اراضی و ساختمان‌های فاقد سند رسمی مستقر در واحد ثبتی حوزه ثبت ملک شیراز - ناحیه ۱ تصرفات مالکانه بلامعارض متقاضی آقای بهرام کهندل پور فرزند ارسلان بشماره شناسنامه ۲۳۸ و کدملی ۲۳۷۱۰۴۳۰۱۱ صادره از شیراز در ششدانگ یک قطعه زمین زراعی به مساحت ۱۰۳۲۷/۸۳ مترمربع پلاک ۵۹۳ فرعی از ۱ اصلی مفروز و مجزی شده از پلاک ۱ اصلی واقع در فارس بخش ۲۳ حوزه ثبت ملک شیراز ناحیه یک خریداری از مالک سهم مشاعی خودش طی سند شماره ۴۵۰۴۲ مورخ ۱۴۰۱/۰۴/۰۷ دفترخانه ۲۵۳ شیراز محرز گردیده است. لذا به منظور اطلاع عموم مراتب در دو نوبت به فاصله ۱۵ روز آگهی می‌شود در صورتی که اشخاصی نسبت به صدور سند مالکیت متقاضی اعتراضی داشته باشند می‌توانند از تاریخ انتشار اولین آگهی به مدت دو ماه اعتراض خود را به این اداره تسلیم و پس از اخذ رسید، ظرف مدت یک ماه از تاریخ تسلیم اعتراض، دادخواست خود را به مراجع قضایی تقدیم نمایند. بدیهی است در صورت انقضای مدت مذکور و عدم وصول اعتراض طبق مقررات سند مالکیت صادر خواهد شد. bbox=[444, 1814, 803, 2132]
ad-box bbox=[42, 1734, 423, 2266]
ad-box bbox=[824, 1734, 1205, 2266]
